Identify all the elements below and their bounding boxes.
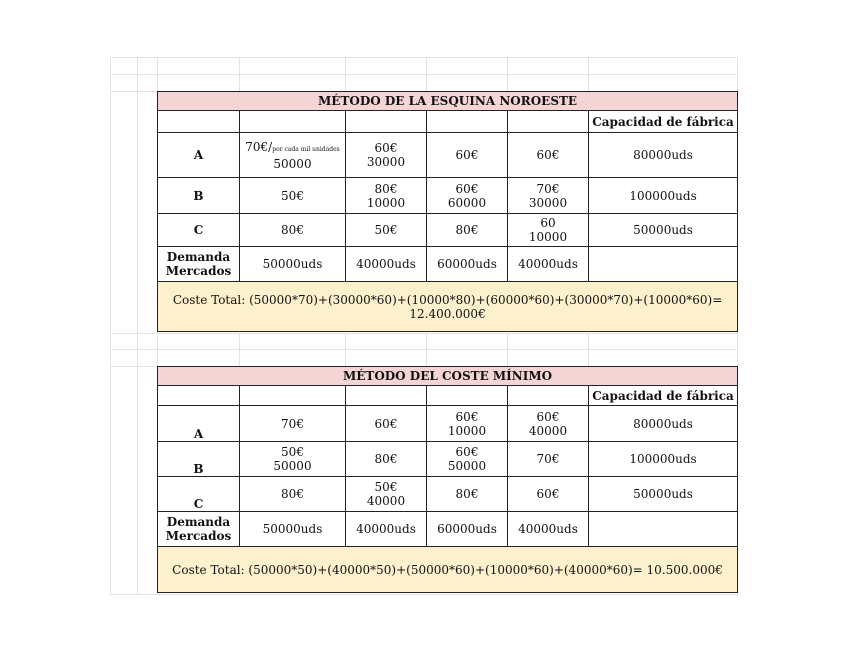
cell[interactable] (240, 111, 346, 133)
row-label[interactable]: C (158, 214, 240, 247)
cost-cell[interactable]: 60€ (427, 133, 508, 178)
noroeste-table (157, 91, 738, 332)
coste-minimo-table (157, 366, 738, 593)
cost-cell[interactable]: 80€ (240, 214, 346, 247)
table-row (158, 133, 738, 178)
demand-row (158, 512, 738, 547)
cost-cell[interactable]: 80€ (346, 442, 427, 477)
table-title: MÉTODO DE LA ESQUINA NOROESTE (158, 92, 738, 111)
table-row (158, 442, 738, 477)
cost-cell[interactable]: 80€ 10000 (346, 178, 427, 214)
cost-cell[interactable]: 80€ (427, 477, 508, 512)
cell[interactable] (158, 111, 240, 133)
capacity-cell[interactable]: 50000uds (589, 214, 738, 247)
capacity-header[interactable]: Capacidad de fábrica (589, 386, 738, 406)
total-cost[interactable]: Coste Total: (50000*70)+(30000*60)+(10000*80)+(60000*60)+(30000*70)+(10000*60)= 12.400.000€ (158, 282, 738, 332)
cost-cell[interactable]: 70€ (240, 406, 346, 442)
demand-label[interactable]: Demanda Mercados (158, 247, 240, 282)
cost-cell[interactable]: 60€ (508, 133, 589, 178)
cell[interactable] (589, 512, 738, 547)
table-row (158, 214, 738, 247)
cell[interactable] (240, 386, 346, 406)
row-label[interactable]: B (158, 178, 240, 214)
capacity-cell[interactable]: 100000uds (589, 178, 738, 214)
cost-cell[interactable]: 50€ 40000 (346, 477, 427, 512)
table-row (158, 406, 738, 442)
demand-label[interactable]: Demanda Mercados (158, 512, 240, 547)
row-label[interactable]: A (158, 133, 240, 178)
cell[interactable] (508, 111, 589, 133)
cost-cell[interactable]: 60€ 60000 (427, 178, 508, 214)
cost-cell[interactable]: 60€ (508, 477, 589, 512)
table-row (158, 477, 738, 512)
table-row (158, 178, 738, 214)
cell[interactable] (346, 111, 427, 133)
cell[interactable] (158, 386, 240, 406)
cell[interactable] (346, 386, 427, 406)
cost-cell[interactable]: 60€ (346, 406, 427, 442)
cost-cell[interactable]: 80€ (427, 214, 508, 247)
capacity-cell[interactable]: 50000uds (589, 477, 738, 512)
demand-cell[interactable]: 50000uds (240, 247, 346, 282)
row-label[interactable]: B (158, 442, 240, 477)
capacity-header[interactable]: Capacidad de fábrica (589, 111, 738, 133)
capacity-cell[interactable]: 80000uds (589, 133, 738, 178)
cell[interactable] (589, 247, 738, 282)
demand-cell[interactable]: 40000uds (346, 247, 427, 282)
demand-cell[interactable]: 60000uds (427, 512, 508, 547)
row-label[interactable]: A (158, 406, 240, 442)
capacity-cell[interactable]: 100000uds (589, 442, 738, 477)
cost-cell[interactable]: 60 10000 (508, 214, 589, 247)
demand-cell[interactable]: 50000uds (240, 512, 346, 547)
cost-cell[interactable]: 50€ (240, 178, 346, 214)
cost-cell[interactable]: 60€ 40000 (508, 406, 589, 442)
cell[interactable] (427, 386, 508, 406)
demand-cell[interactable]: 40000uds (508, 247, 589, 282)
demand-cell[interactable]: 40000uds (346, 512, 427, 547)
cost-cell[interactable]: 60€ 50000 (427, 442, 508, 477)
cost-cell[interactable]: 60€ 30000 (346, 133, 427, 178)
cost-cell[interactable]: 50€ 50000 (240, 442, 346, 477)
cost-cell[interactable]: 70€ (508, 442, 589, 477)
cost-cell[interactable]: 80€ (240, 477, 346, 512)
table-title: MÉTODO DEL COSTE MÍNIMO (158, 367, 738, 386)
cost-cell[interactable]: 50€ (346, 214, 427, 247)
demand-row (158, 247, 738, 282)
cost-cell[interactable]: 70€/por cada mil unidades 50000 (240, 133, 346, 178)
demand-cell[interactable]: 60000uds (427, 247, 508, 282)
row-label[interactable]: C (158, 477, 240, 512)
cell[interactable] (427, 111, 508, 133)
demand-cell[interactable]: 40000uds (508, 512, 589, 547)
capacity-cell[interactable]: 80000uds (589, 406, 738, 442)
total-cost[interactable]: Coste Total: (50000*50)+(40000*50)+(50000*60)+(10000*60)+(40000*60)= 10.500.000€ (158, 547, 738, 593)
cost-cell[interactable]: 70€ 30000 (508, 178, 589, 214)
cell[interactable] (508, 386, 589, 406)
cost-cell[interactable]: 60€ 10000 (427, 406, 508, 442)
